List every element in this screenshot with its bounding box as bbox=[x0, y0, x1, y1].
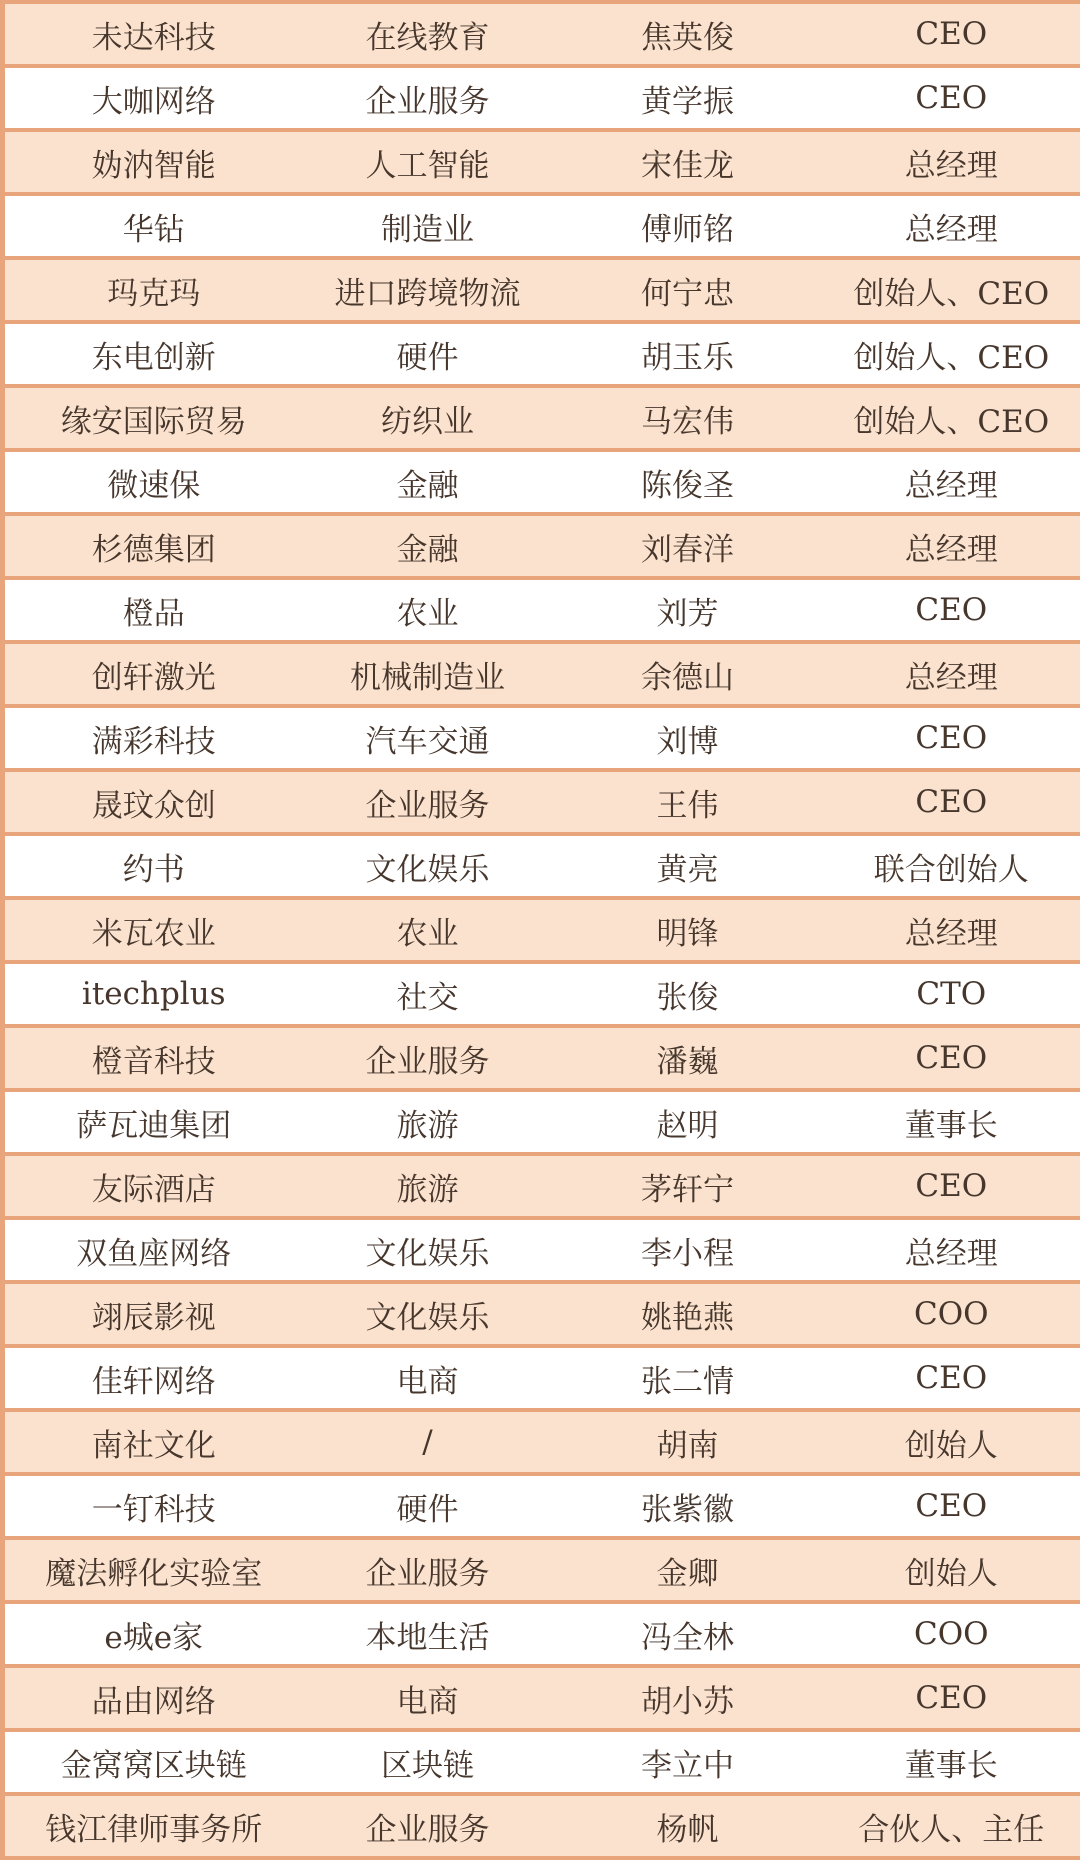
company-cell bbox=[3, 770, 303, 834]
industry-label: 旅游 bbox=[396, 1107, 459, 1144]
industry-label: / bbox=[422, 1424, 433, 1460]
industry-label: 本地生活 bbox=[365, 1619, 490, 1656]
table-row bbox=[3, 2, 1080, 66]
company-name: 妫汭智能 bbox=[91, 147, 216, 184]
table-row bbox=[3, 258, 1080, 322]
industry-cell bbox=[303, 130, 553, 194]
industry-label: 金融 bbox=[396, 467, 459, 504]
industry-cell bbox=[303, 514, 553, 578]
company-cell bbox=[3, 1090, 303, 1154]
job-title: 创始人 bbox=[904, 1555, 998, 1592]
table-row bbox=[3, 450, 1080, 514]
company-name: 大咖网络 bbox=[91, 83, 216, 120]
industry-label: 文化娱乐 bbox=[365, 1299, 490, 1336]
industry-cell bbox=[303, 1218, 553, 1282]
person-name: 李小程 bbox=[641, 1235, 734, 1272]
table-row bbox=[3, 1346, 1080, 1410]
table-row bbox=[3, 578, 1080, 642]
person-name: 陈俊圣 bbox=[641, 467, 734, 504]
company-name: 微速保 bbox=[107, 467, 201, 504]
person-name: 明锋 bbox=[656, 915, 719, 952]
person-name: 杨帆 bbox=[656, 1811, 719, 1848]
person-name: 宋佳龙 bbox=[641, 147, 734, 184]
industry-cell bbox=[303, 578, 553, 642]
industry-label: 机械制造业 bbox=[350, 659, 505, 696]
industry-label: 企业服务 bbox=[365, 1555, 490, 1592]
company-cell bbox=[3, 642, 303, 706]
industry-cell bbox=[303, 322, 553, 386]
title-cell bbox=[823, 66, 1080, 130]
table-row bbox=[3, 770, 1080, 834]
person-name: 张紫徽 bbox=[641, 1491, 734, 1528]
title-cell bbox=[823, 1410, 1080, 1474]
job-title: COO bbox=[913, 1296, 989, 1332]
job-title: 总经理 bbox=[904, 1235, 998, 1272]
industry-label: 企业服务 bbox=[365, 83, 490, 120]
company-name: 友际酒店 bbox=[91, 1171, 216, 1208]
table-row bbox=[3, 1282, 1080, 1346]
industry-label: 企业服务 bbox=[365, 787, 490, 824]
company-cell bbox=[3, 2, 303, 66]
industry-label: 农业 bbox=[396, 595, 459, 632]
job-title: CEO bbox=[915, 1360, 988, 1396]
table-row bbox=[3, 194, 1080, 258]
industry-cell bbox=[303, 898, 553, 962]
job-title: 董事长 bbox=[904, 1107, 998, 1144]
person-cell bbox=[553, 962, 823, 1026]
company-name: itechplus bbox=[81, 976, 226, 1012]
job-title: CEO bbox=[915, 1488, 988, 1524]
company-cell bbox=[3, 130, 303, 194]
job-title: CTO bbox=[916, 976, 987, 1012]
company-cell bbox=[3, 258, 303, 322]
title-cell bbox=[823, 1474, 1080, 1538]
person-name: 张二情 bbox=[641, 1363, 734, 1400]
table-row bbox=[3, 834, 1080, 898]
company-name: 双鱼座网络 bbox=[76, 1235, 232, 1272]
company-cell bbox=[3, 706, 303, 770]
industry-cell bbox=[303, 1602, 553, 1666]
company-cell bbox=[3, 194, 303, 258]
company-name: 米瓦农业 bbox=[91, 915, 216, 952]
company-cell bbox=[3, 962, 303, 1026]
industry-label: 在线教育 bbox=[365, 19, 490, 56]
person-cell bbox=[553, 1794, 823, 1858]
company-cell bbox=[3, 1474, 303, 1538]
person-name: 姚艳燕 bbox=[641, 1299, 734, 1336]
person-cell bbox=[553, 1410, 823, 1474]
person-cell bbox=[553, 770, 823, 834]
person-name: 胡小苏 bbox=[641, 1683, 734, 1720]
table-row bbox=[3, 1794, 1080, 1858]
job-title: 联合创始人 bbox=[873, 851, 1029, 888]
job-title: CEO bbox=[915, 720, 988, 756]
person-name: 潘巍 bbox=[656, 1043, 719, 1080]
industry-label: 进口跨境物流 bbox=[334, 275, 521, 312]
company-cell bbox=[3, 1026, 303, 1090]
company-name: 未达科技 bbox=[91, 19, 216, 56]
person-name: 胡南 bbox=[656, 1427, 719, 1464]
company-name: 约书 bbox=[122, 851, 185, 888]
company-name: 华钻 bbox=[122, 211, 185, 248]
job-title: CEO bbox=[915, 592, 988, 628]
company-cell bbox=[3, 450, 303, 514]
industry-cell bbox=[303, 834, 553, 898]
table-row bbox=[3, 1602, 1080, 1666]
table-row bbox=[3, 386, 1080, 450]
industry-cell bbox=[303, 642, 553, 706]
person-cell bbox=[553, 450, 823, 514]
person-name: 余德山 bbox=[641, 659, 734, 696]
company-cell bbox=[3, 1410, 303, 1474]
person-cell bbox=[553, 834, 823, 898]
person-cell bbox=[553, 1602, 823, 1666]
company-cell bbox=[3, 898, 303, 962]
table-row bbox=[3, 1410, 1080, 1474]
company-name: 创轩激光 bbox=[91, 659, 216, 696]
person-cell bbox=[553, 1090, 823, 1154]
person-name: 张俊 bbox=[656, 979, 719, 1016]
person-name: 黄亮 bbox=[656, 851, 719, 888]
industry-label: 金融 bbox=[396, 531, 459, 568]
person-cell bbox=[553, 1218, 823, 1282]
company-cell bbox=[3, 834, 303, 898]
person-name: 马宏伟 bbox=[641, 403, 734, 440]
industry-label: 电商 bbox=[396, 1363, 459, 1400]
title-cell bbox=[823, 1730, 1080, 1794]
title-cell bbox=[823, 642, 1080, 706]
person-name: 傅师铭 bbox=[641, 211, 734, 248]
industry-cell bbox=[303, 1154, 553, 1218]
table-row bbox=[3, 1666, 1080, 1730]
job-title: 总经理 bbox=[904, 915, 998, 952]
company-name: 翊辰影视 bbox=[91, 1299, 216, 1336]
job-title: CEO bbox=[915, 784, 988, 820]
title-cell bbox=[823, 834, 1080, 898]
person-name: 冯全林 bbox=[641, 1619, 734, 1656]
company-name: 南社文化 bbox=[91, 1427, 216, 1464]
person-cell bbox=[553, 1282, 823, 1346]
company-cell bbox=[3, 1730, 303, 1794]
person-name: 焦英俊 bbox=[641, 19, 734, 56]
job-title: 总经理 bbox=[904, 211, 998, 248]
industry-label: 硬件 bbox=[396, 1491, 459, 1528]
title-cell bbox=[823, 1794, 1080, 1858]
job-title: 创始人、CEO bbox=[853, 275, 1050, 312]
job-title: 总经理 bbox=[904, 147, 998, 184]
title-cell bbox=[823, 1218, 1080, 1282]
company-cell bbox=[3, 1602, 303, 1666]
title-cell bbox=[823, 1346, 1080, 1410]
industry-cell bbox=[303, 258, 553, 322]
company-name: 满彩科技 bbox=[91, 723, 216, 760]
person-cell bbox=[553, 1730, 823, 1794]
industry-cell bbox=[303, 1474, 553, 1538]
industry-label: 汽车交通 bbox=[365, 723, 490, 760]
industry-label: 文化娱乐 bbox=[365, 851, 490, 888]
company-cell bbox=[3, 1794, 303, 1858]
job-title: 创始人 bbox=[904, 1427, 998, 1464]
industry-label: 社交 bbox=[396, 979, 459, 1016]
person-cell bbox=[553, 1666, 823, 1730]
company-name: 钱江律师事务所 bbox=[45, 1811, 263, 1848]
company-cell bbox=[3, 66, 303, 130]
company-name: e城e家 bbox=[104, 1619, 204, 1656]
person-cell bbox=[553, 386, 823, 450]
title-cell bbox=[823, 386, 1080, 450]
table-row bbox=[3, 514, 1080, 578]
title-cell bbox=[823, 898, 1080, 962]
title-cell bbox=[823, 1666, 1080, 1730]
title-cell bbox=[823, 1538, 1080, 1602]
industry-label: 人工智能 bbox=[365, 147, 490, 184]
job-title: CEO bbox=[915, 16, 988, 52]
person-cell bbox=[553, 514, 823, 578]
company-name: 杉德集团 bbox=[91, 531, 216, 568]
industry-cell bbox=[303, 1410, 553, 1474]
job-title: COO bbox=[913, 1616, 989, 1652]
industry-cell bbox=[303, 1794, 553, 1858]
table-row bbox=[3, 1538, 1080, 1602]
industry-label: 文化娱乐 bbox=[365, 1235, 490, 1272]
industry-label: 硬件 bbox=[396, 339, 459, 376]
industry-cell bbox=[303, 66, 553, 130]
table-row bbox=[3, 1474, 1080, 1538]
title-cell bbox=[823, 450, 1080, 514]
person-cell bbox=[553, 258, 823, 322]
industry-label: 区块链 bbox=[381, 1747, 474, 1784]
company-name: 橙音科技 bbox=[91, 1043, 216, 1080]
industry-cell bbox=[303, 1666, 553, 1730]
industry-cell bbox=[303, 770, 553, 834]
job-title: CEO bbox=[915, 1168, 988, 1204]
table-row bbox=[3, 898, 1080, 962]
person-name: 王伟 bbox=[656, 787, 719, 824]
table-row bbox=[3, 642, 1080, 706]
industry-label: 制造业 bbox=[381, 211, 474, 248]
person-cell bbox=[553, 1154, 823, 1218]
person-name: 赵明 bbox=[656, 1107, 719, 1144]
person-cell bbox=[553, 706, 823, 770]
industry-cell bbox=[303, 1090, 553, 1154]
company-name: 缘安国际贸易 bbox=[60, 403, 247, 440]
table-row bbox=[3, 1730, 1080, 1794]
table-row bbox=[3, 130, 1080, 194]
company-cell bbox=[3, 1666, 303, 1730]
person-name: 黄学振 bbox=[641, 83, 734, 120]
title-cell bbox=[823, 962, 1080, 1026]
company-cell bbox=[3, 1154, 303, 1218]
job-title: CEO bbox=[915, 1680, 988, 1716]
table-row bbox=[3, 1090, 1080, 1154]
industry-label: 农业 bbox=[396, 915, 459, 952]
person-cell bbox=[553, 66, 823, 130]
company-cell bbox=[3, 1282, 303, 1346]
company-name: 晟玟众创 bbox=[91, 787, 216, 824]
industry-cell bbox=[303, 1346, 553, 1410]
industry-cell bbox=[303, 386, 553, 450]
person-cell bbox=[553, 2, 823, 66]
company-cell bbox=[3, 1346, 303, 1410]
table-row bbox=[3, 1154, 1080, 1218]
title-cell bbox=[823, 1282, 1080, 1346]
company-cell bbox=[3, 322, 303, 386]
title-cell bbox=[823, 2, 1080, 66]
industry-label: 企业服务 bbox=[365, 1043, 490, 1080]
title-cell bbox=[823, 706, 1080, 770]
person-name: 金卿 bbox=[656, 1555, 719, 1592]
company-name: 东电创新 bbox=[91, 339, 216, 376]
person-name: 胡玉乐 bbox=[641, 339, 734, 376]
company-cell bbox=[3, 578, 303, 642]
job-title: 创始人、CEO bbox=[853, 403, 1050, 440]
industry-cell bbox=[303, 450, 553, 514]
title-cell bbox=[823, 194, 1080, 258]
company-cell bbox=[3, 386, 303, 450]
person-name: 茅轩宁 bbox=[641, 1171, 734, 1208]
person-cell bbox=[553, 322, 823, 386]
company-cell bbox=[3, 1218, 303, 1282]
person-name: 刘春洋 bbox=[641, 531, 734, 568]
title-cell bbox=[823, 1154, 1080, 1218]
company-name: 橙品 bbox=[122, 595, 185, 632]
table-row bbox=[3, 322, 1080, 386]
person-name: 刘博 bbox=[656, 723, 719, 760]
title-cell bbox=[823, 130, 1080, 194]
job-title: CEO bbox=[915, 80, 988, 116]
company-name: 魔法孵化实验室 bbox=[45, 1555, 263, 1592]
industry-cell bbox=[303, 1730, 553, 1794]
person-cell bbox=[553, 130, 823, 194]
table-body bbox=[3, 2, 1080, 1858]
industry-cell bbox=[303, 194, 553, 258]
title-cell bbox=[823, 258, 1080, 322]
title-cell bbox=[823, 1602, 1080, 1666]
industry-cell bbox=[303, 2, 553, 66]
job-title: CEO bbox=[915, 1040, 988, 1076]
industry-cell bbox=[303, 706, 553, 770]
table-row bbox=[3, 1218, 1080, 1282]
company-name: 金窝窝区块链 bbox=[60, 1747, 247, 1784]
table-row bbox=[3, 706, 1080, 770]
person-cell bbox=[553, 642, 823, 706]
company-cell bbox=[3, 1538, 303, 1602]
table-row bbox=[3, 66, 1080, 130]
person-cell bbox=[553, 1346, 823, 1410]
job-title: 总经理 bbox=[904, 659, 998, 696]
industry-label: 电商 bbox=[396, 1683, 459, 1720]
industry-label: 纺织业 bbox=[381, 403, 474, 440]
company-name: 品由网络 bbox=[91, 1683, 216, 1720]
person-cell bbox=[553, 194, 823, 258]
title-cell bbox=[823, 322, 1080, 386]
title-cell bbox=[823, 1026, 1080, 1090]
company-name: 佳轩网络 bbox=[91, 1363, 216, 1400]
company-cell bbox=[3, 514, 303, 578]
job-title: 董事长 bbox=[904, 1747, 998, 1784]
title-cell bbox=[823, 770, 1080, 834]
industry-label: 旅游 bbox=[396, 1171, 459, 1208]
person-cell bbox=[553, 578, 823, 642]
title-cell bbox=[823, 578, 1080, 642]
job-title: 总经理 bbox=[904, 467, 998, 504]
industry-label: 企业服务 bbox=[365, 1811, 490, 1848]
job-title: 总经理 bbox=[904, 531, 998, 568]
company-name: 玛克玛 bbox=[107, 275, 201, 312]
job-title: 合伙人、主任 bbox=[858, 1811, 1045, 1848]
title-cell bbox=[823, 514, 1080, 578]
title-cell bbox=[823, 1090, 1080, 1154]
company-name: 萨瓦迪集团 bbox=[76, 1107, 232, 1144]
person-name: 刘芳 bbox=[656, 595, 719, 632]
table-row bbox=[3, 1026, 1080, 1090]
industry-cell bbox=[303, 1026, 553, 1090]
person-cell bbox=[553, 898, 823, 962]
table-row bbox=[3, 962, 1080, 1026]
person-name: 李立中 bbox=[641, 1747, 734, 1784]
person-cell bbox=[553, 1538, 823, 1602]
person-cell bbox=[553, 1474, 823, 1538]
person-cell bbox=[553, 1026, 823, 1090]
industry-cell bbox=[303, 962, 553, 1026]
person-name: 何宁忠 bbox=[641, 275, 734, 312]
company-name: 一钉科技 bbox=[91, 1491, 216, 1528]
industry-cell bbox=[303, 1538, 553, 1602]
job-title: 创始人、CEO bbox=[853, 339, 1050, 376]
industry-cell bbox=[303, 1282, 553, 1346]
